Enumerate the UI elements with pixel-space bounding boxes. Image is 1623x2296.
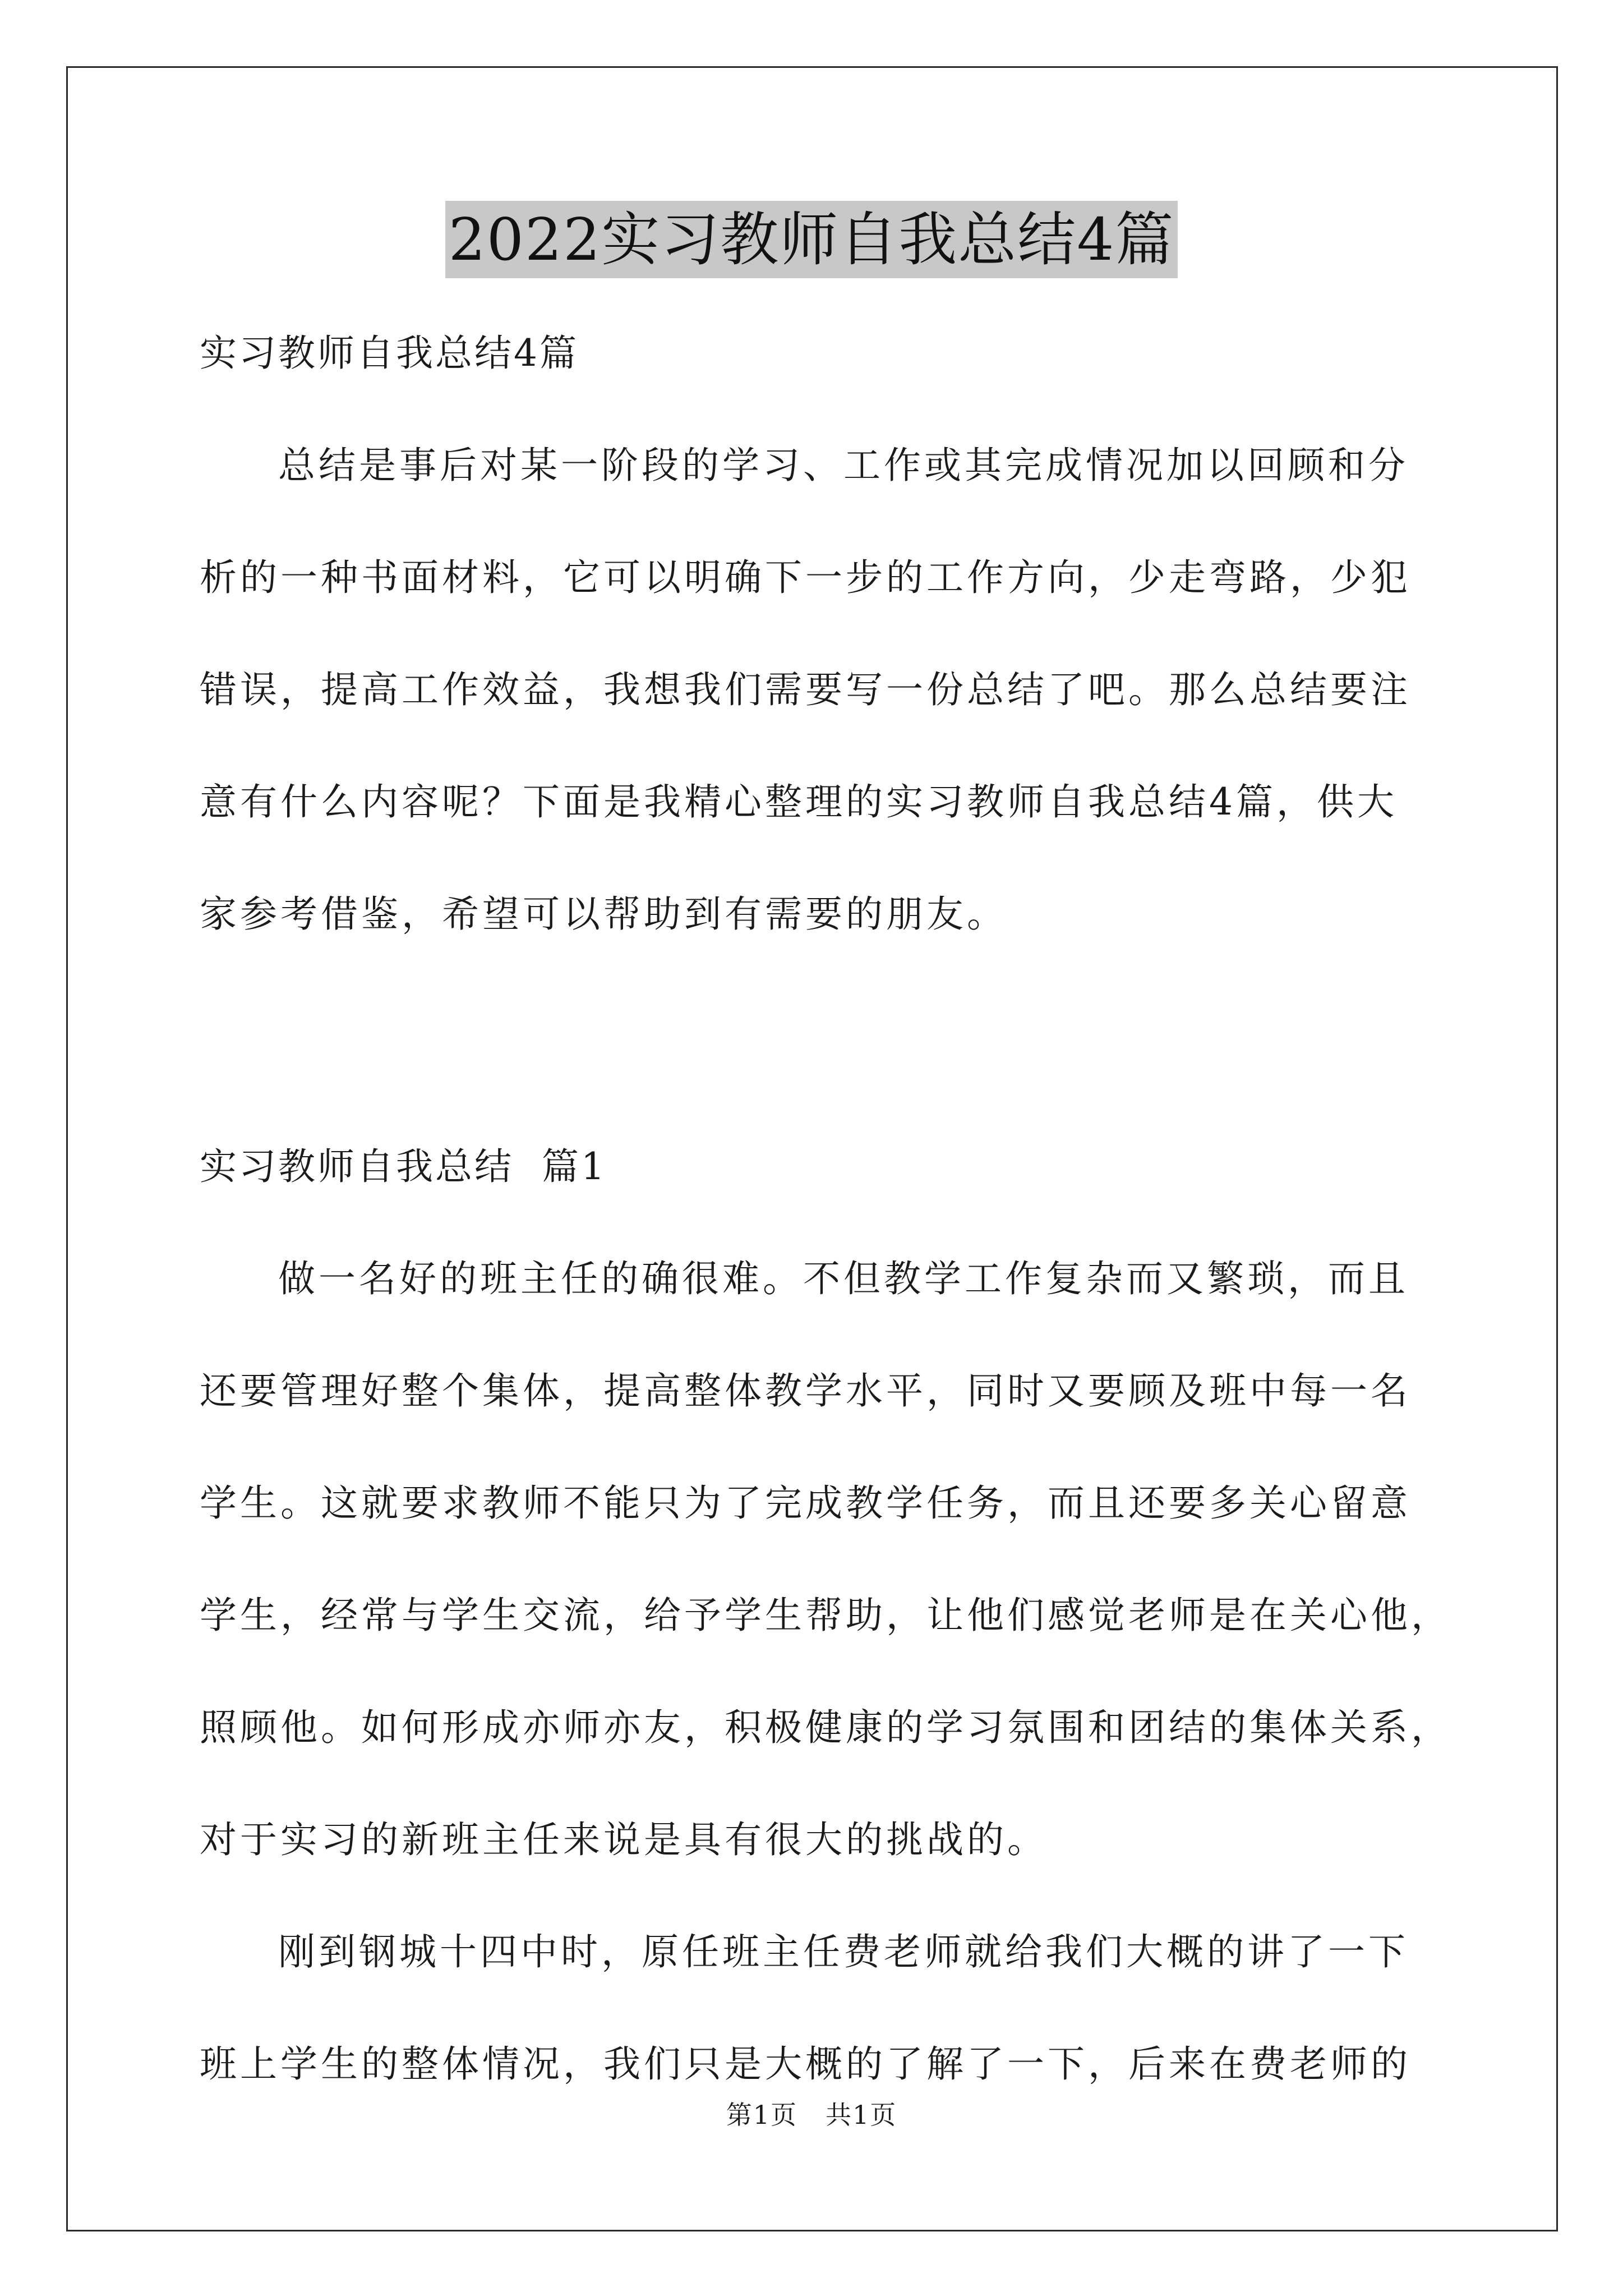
paragraph-line: 班上学生的整体情况，我们只是大概的了解了一下，后来在费老师的 bbox=[200, 2042, 1411, 2086]
page-total: 共1页 bbox=[826, 2100, 897, 2130]
paragraph-line: 做一名好的班主任的确很难。不但教学工作复杂而又繁琐，而且 bbox=[278, 1257, 1409, 1300]
paragraph-line: 还要管理好整个集体，提高整体教学水平，同时又要顾及班中每一名 bbox=[200, 1369, 1411, 1412]
subtitle: 实习教师自我总结4篇 bbox=[200, 332, 579, 375]
intro-line: 家参考借鉴，希望可以帮助到有需要的朋友。 bbox=[200, 892, 1007, 936]
paragraph-line: 刚到钢城十四中时，原任班主任费老师就给我们大概的讲了一下 bbox=[278, 1930, 1409, 1973]
document-title: 2022实习教师自我总结4篇 bbox=[445, 201, 1178, 278]
intro-line: 析的一种书面材料，它可以明确下一步的工作方向，少走弯路，少犯 bbox=[200, 556, 1411, 599]
paragraph-line: 照顾他。如何形成亦师亦友，积极健康的学习氛围和团结的集体关系， bbox=[200, 1706, 1451, 1749]
section-heading: 实习教师自我总结 篇1 bbox=[200, 1145, 607, 1188]
title-container bbox=[0, 201, 1623, 278]
paragraph-line: 学生。这就要求教师不能只为了完成教学任务，而且还要多关心留意 bbox=[200, 1481, 1411, 1525]
section-spacer bbox=[200, 970, 1473, 1111]
paragraph-line: 学生，经常与学生交流，给予学生帮助，让他们感觉老师是在关心他， bbox=[200, 1594, 1451, 1637]
intro-line: 总结是事后对某一阶段的学习、工作或其完成情况加以回顾和分 bbox=[278, 444, 1409, 487]
intro-line: 意有什么内容呢？下面是我精心整理的实习教师自我总结4篇，供大 bbox=[200, 780, 1398, 823]
page-number: 第1页 bbox=[726, 2100, 797, 2130]
document-body bbox=[200, 297, 1473, 2120]
page-footer bbox=[0, 2098, 1623, 2132]
paragraph-line: 对于实习的新班主任来说是具有很大的挑战的。 bbox=[200, 1818, 1048, 1861]
intro-line: 错误，提高工作效益，我想我们需要写一份总结了吧。那么总结要注 bbox=[200, 668, 1411, 711]
